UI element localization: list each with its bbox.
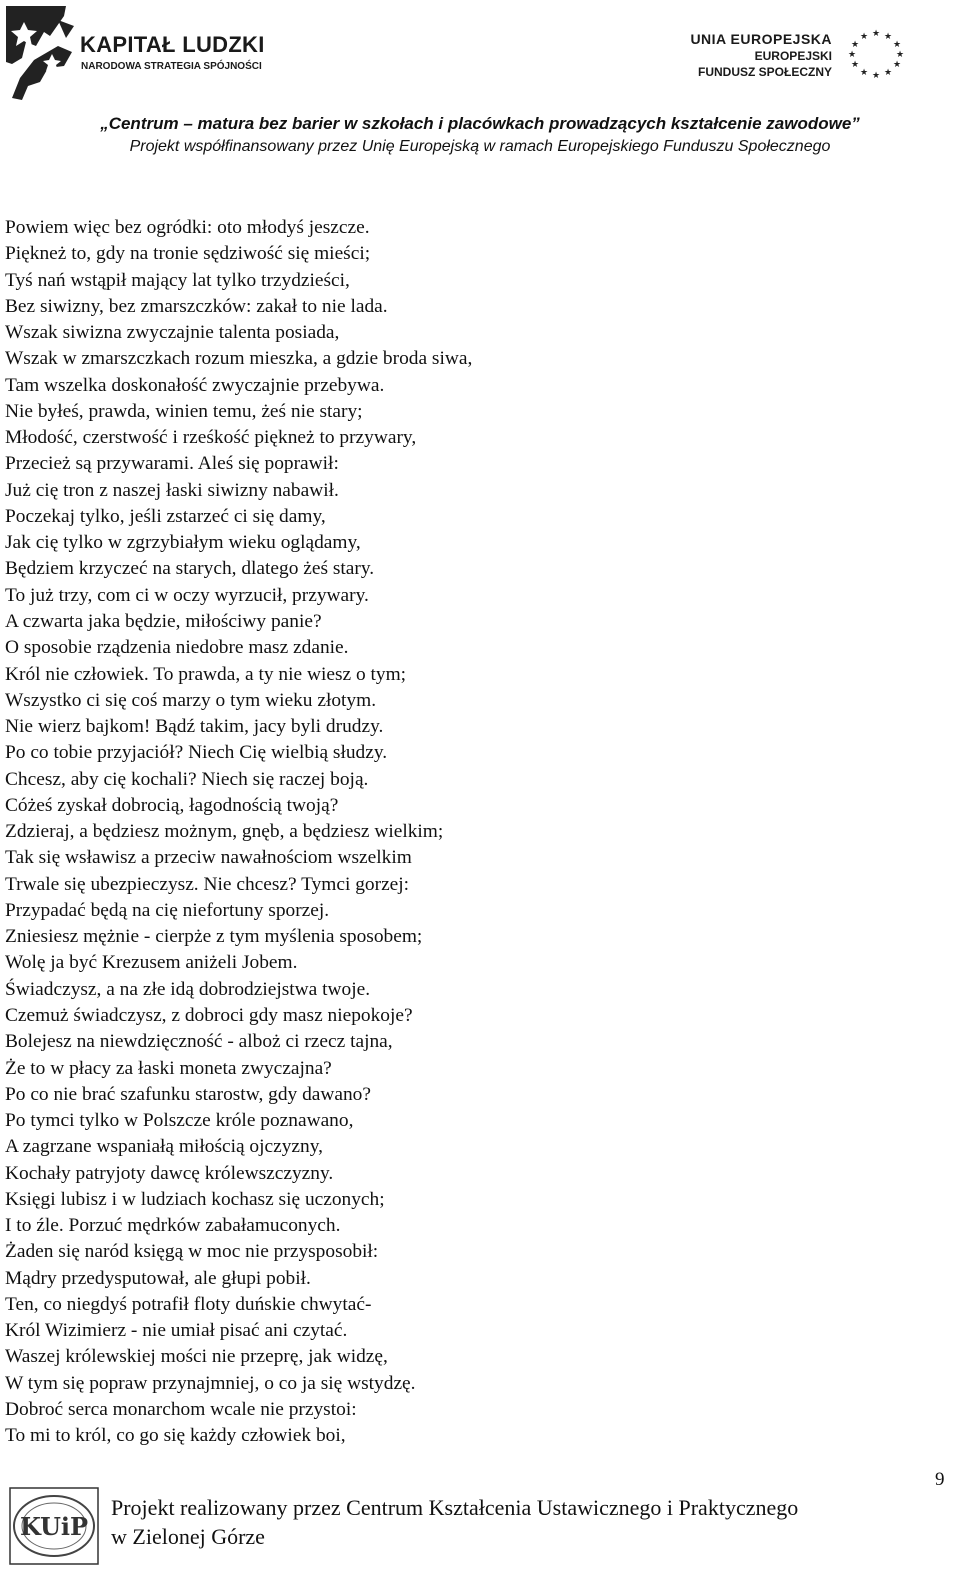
poem-line: Jak cię tylko w zgrzybiałym wieku oglądamy, xyxy=(5,532,361,554)
poem-line: Dobroć serca monarchom wcale nie przystoi: xyxy=(5,1398,357,1420)
kapital-ludzki-subtitle: NARODOWA STRATEGIA SPÓJNOŚCI xyxy=(81,61,262,72)
poem-line: Wolę ja być Krezusem aniżeli Jobem. xyxy=(5,952,298,974)
svg-text:★: ★ xyxy=(892,60,902,70)
eu-line-1: UNIA EUROPEJSKA xyxy=(690,31,832,47)
poem-line: Młodość, czerstwość i rześkość piękneż to przywary, xyxy=(5,427,417,449)
svg-text:★: ★ xyxy=(871,71,881,79)
kuip-logo-text: KUiP xyxy=(19,1512,89,1541)
poem-line: To mi to król, co go się każdy człowiek boi, xyxy=(5,1425,346,1447)
poem-line: Po tymci tylko w Polszcze króle poznawano, xyxy=(5,1110,354,1132)
poem-line: Po co tobie przyjaciół? Niech Cię wielbią słudzy. xyxy=(5,742,388,764)
kuip-logo xyxy=(8,1486,100,1566)
project-subtitle: Projekt współfinansowany przez Unię Europejską w ramach Europejskiego Funduszu Społecznego xyxy=(129,138,831,155)
poem-line: Tam wszelka doskonałość zwyczajnie przebywa. xyxy=(5,374,385,396)
svg-text:★: ★ xyxy=(847,50,857,60)
poem-line: Król Wizimierz - nie umiał pisać ani czytać. xyxy=(5,1320,348,1342)
poem-line: Żaden się naród księgą w moc nie przysposobił: xyxy=(5,1241,379,1263)
poem-line: Zniesiesz mężnie - cierpże z tym myślenia sposobem; xyxy=(5,926,423,948)
eu-line-2: EUROPEJSKI xyxy=(754,49,832,63)
poem-line: Cóżeś zyskał dobrocią, łagodnością twoją? xyxy=(5,794,339,816)
poem-line: Poczekaj tylko, jeśli zstarzeć ci się damy, xyxy=(5,505,326,527)
footer-text xyxy=(111,1493,798,1551)
kapital-ludzki-name: KAPITAŁ LUDZKI xyxy=(80,32,265,57)
svg-text:★: ★ xyxy=(883,32,893,42)
svg-text:★: ★ xyxy=(892,40,902,50)
poem-line: Król nie człowiek. To prawda, a ty nie wiesz o tym; xyxy=(5,663,407,685)
document-header xyxy=(0,0,960,170)
poem-line: A czwarta jaka będzie, miłościwy panie? xyxy=(5,610,322,632)
kapital-ludzki-logo xyxy=(4,2,84,106)
svg-text:★: ★ xyxy=(871,29,881,39)
svg-text:★: ★ xyxy=(895,50,905,60)
svg-text:★: ★ xyxy=(850,40,860,50)
poem-line: A zagrzane wspaniałą miłością ojczyzny, xyxy=(5,1136,324,1158)
poem-line: Mądry przedysputował, ale głupi pobił. xyxy=(5,1267,311,1289)
eu-line-3: FUNDUSZ SPOŁECZNY xyxy=(697,65,832,79)
poem-line: Tyś nań wstąpił mający lat tylko trzydzieści, xyxy=(5,269,350,291)
poem-line: Kochały patryjoty dawcę królewszczyzny. xyxy=(5,1162,334,1184)
poem-line: Zdzieraj, a będziesz możnym, gnęb, a będziesz wielkim; xyxy=(5,821,444,843)
poem-line: Będziem krzyczeć na starych, dlatego żeś stary. xyxy=(5,558,375,580)
page-number: 9 xyxy=(935,1469,945,1490)
poem-line: Wszak siwizna zwyczajnie talenta posiada, xyxy=(5,322,340,344)
project-title: „Centrum – matura bez barier w szkołach i placówkach prowadzących kształcenie zawodowe” xyxy=(100,114,860,133)
poem-line: Nie wierz bajkom! Bądź takim, jacy byli drudzy. xyxy=(5,716,384,738)
poem-line: Bez siwizny, bez zmarszczków: zakał to nie lada. xyxy=(5,295,388,317)
poem-line: Po co nie brać szafunku starostw, gdy dawano? xyxy=(5,1083,371,1105)
poem-line: Księgi lubisz i w ludziach kochasz się uczonych; xyxy=(5,1188,385,1210)
poem-line: Trwale się ubezpieczysz. Nie chcesz? Tymci gorzej: xyxy=(5,873,410,895)
footer-line-1: Projekt realizowany przez Centrum Kształcenia Ustawicznego i Praktycznego xyxy=(111,1495,799,1520)
poem-line: Ten, co niegdyś potrafił floty duńskie chwytać- xyxy=(5,1293,372,1315)
poem-line: Że to w płacy za łaski moneta zwyczajna? xyxy=(5,1057,332,1079)
poem-text xyxy=(5,215,472,1449)
poem-line: Tak się wsławisz a przeciw nawałnościom wszelkim xyxy=(5,847,412,869)
poem-line: W tym się popraw przynajmniej, o co ja się wstydzę. xyxy=(5,1372,416,1394)
poem-line: Wszak w zmarszczkach rozum mieszka, a gdzie broda siwa, xyxy=(5,348,473,370)
svg-text:★: ★ xyxy=(883,68,893,78)
poem-line: Wszystko ci się coś marzy o tym wieku złotym. xyxy=(5,689,377,711)
poem-line: Świadczysz, a na złe idą dobrodziejstwa twoje. xyxy=(5,978,371,1000)
poem-line: Powiem więc bez ogródki: oto młodyś jeszcze. xyxy=(5,217,370,238)
footer-line-2: w Zielonej Górze xyxy=(111,1524,265,1549)
poem-line: Czemuż świadczysz, z dobroci gdy masz niepokoje? xyxy=(5,1004,413,1026)
poem-line: I to źle. Porzuć mędrków zabałamuconych. xyxy=(5,1215,341,1237)
poem-line: Bolejesz na niewdzięczność - alboż ci rzecz tajna, xyxy=(5,1031,393,1053)
eu-fund-text xyxy=(690,30,832,80)
poem-line: Piękneż to, gdy na tronie sędziwość się mieści; xyxy=(5,243,371,265)
poem-line: To już trzy, com ci w oczy wyrzucił, przywary. xyxy=(5,584,369,606)
poem-line: Nie byłeś, prawda, winien temu, żeś nie stary; xyxy=(5,400,363,422)
svg-text:★: ★ xyxy=(859,68,869,78)
svg-text:★: ★ xyxy=(859,32,869,42)
poem-line: Przecież są przywarami. Aleś się poprawił: xyxy=(5,453,339,475)
eu-stars-icon xyxy=(838,27,914,79)
svg-text:★: ★ xyxy=(850,60,860,70)
poem-line: Waszej królewskiej mości nie przeprę, jak widzę, xyxy=(5,1346,388,1368)
poem-line: Chcesz, aby cię kochali? Niech się raczej boją. xyxy=(5,768,369,790)
poem-line: O sposobie rządzenia niedobre masz zdanie. xyxy=(5,637,349,659)
poem-line: Już cię tron z naszej łaski siwizny nabawił. xyxy=(5,479,339,501)
poem-line: Przypadać będą na cię niefortuny sporzej. xyxy=(5,899,330,921)
